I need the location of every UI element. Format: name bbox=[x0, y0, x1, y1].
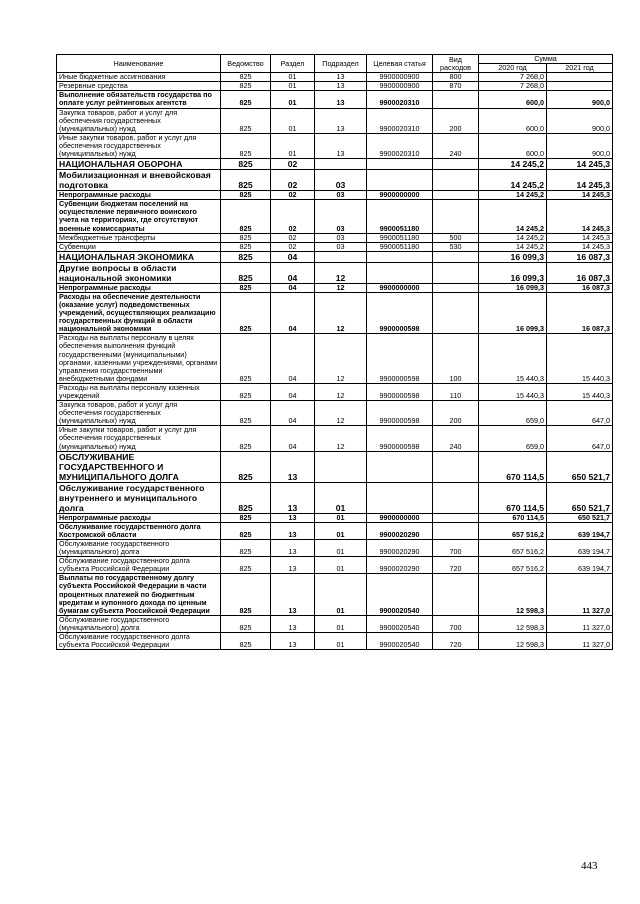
cell-2021: 647,0 bbox=[547, 401, 613, 426]
cell-kind bbox=[433, 283, 479, 292]
cell-2020: 16 099,3 bbox=[479, 262, 547, 283]
cell-name: Резервные средства bbox=[57, 82, 221, 91]
cell-dept: 825 bbox=[221, 632, 271, 649]
cell-subsection: 03 bbox=[315, 242, 367, 251]
cell-kind bbox=[433, 191, 479, 200]
cell-name: Закупка товаров, работ и услуг для обеспечения государственных (муниципальных) нужд bbox=[57, 401, 221, 426]
cell-target: 9900020540 bbox=[367, 632, 433, 649]
cell-section: 01 bbox=[271, 133, 315, 158]
cell-2020: 12 598,3 bbox=[479, 615, 547, 632]
cell-2021: 14 245,3 bbox=[547, 170, 613, 191]
cell-2021: 16 087,3 bbox=[547, 292, 613, 333]
cell-subsection bbox=[315, 251, 367, 262]
cell-kind: 200 bbox=[433, 108, 479, 133]
cell-name: НАЦИОНАЛЬНАЯ ОБОРОНА bbox=[57, 159, 221, 170]
cell-name: Выплаты по государственному долгу субъекта Российской Федерации в части процентных платежей по бюджетным кредитам и купонного дохода по ценным бумагам субъекта Российской Федерации bbox=[57, 574, 221, 615]
cell-section: 01 bbox=[271, 73, 315, 82]
cell-kind: 870 bbox=[433, 82, 479, 91]
cell-subsection: 12 bbox=[315, 292, 367, 333]
cell-kind bbox=[433, 91, 479, 108]
table-row bbox=[57, 557, 613, 574]
table-row bbox=[57, 383, 613, 400]
cell-dept: 825 bbox=[221, 482, 271, 513]
cell-dept: 825 bbox=[221, 242, 271, 251]
cell-name: Закупка товаров, работ и услуг для обеспечения государственных (муниципальных) нужд bbox=[57, 108, 221, 133]
table-row bbox=[57, 539, 613, 556]
cell-2021: 14 245,3 bbox=[547, 191, 613, 200]
cell-section: 13 bbox=[271, 513, 315, 522]
cell-kind: 700 bbox=[433, 539, 479, 556]
cell-target: 9900051180 bbox=[367, 233, 433, 242]
table-row bbox=[57, 242, 613, 251]
cell-section: 13 bbox=[271, 574, 315, 615]
cell-2021: 15 440,3 bbox=[547, 383, 613, 400]
header-name: Наименование bbox=[57, 55, 221, 73]
cell-section: 02 bbox=[271, 233, 315, 242]
cell-kind bbox=[433, 482, 479, 513]
cell-name: Мобилизационная и вневойсковая подготовка bbox=[57, 170, 221, 191]
cell-section: 04 bbox=[271, 426, 315, 451]
cell-dept: 825 bbox=[221, 401, 271, 426]
cell-dept: 825 bbox=[221, 108, 271, 133]
cell-section: 04 bbox=[271, 401, 315, 426]
cell-target bbox=[367, 482, 433, 513]
cell-2020: 14 245,2 bbox=[479, 159, 547, 170]
table-row bbox=[57, 513, 613, 522]
cell-dept: 825 bbox=[221, 522, 271, 539]
cell-subsection: 12 bbox=[315, 262, 367, 283]
cell-2021: 900,0 bbox=[547, 108, 613, 133]
cell-dept: 825 bbox=[221, 383, 271, 400]
cell-2021: 16 087,3 bbox=[547, 251, 613, 262]
cell-target bbox=[367, 159, 433, 170]
cell-kind: 530 bbox=[433, 242, 479, 251]
cell-section: 13 bbox=[271, 482, 315, 513]
cell-dept: 825 bbox=[221, 262, 271, 283]
header-year-2020: 2020 год bbox=[479, 64, 547, 73]
cell-name: Выполнение обязательств государства по оплате услуг рейтинговых агентств bbox=[57, 91, 221, 108]
cell-2020: 7 268,0 bbox=[479, 73, 547, 82]
cell-section: 04 bbox=[271, 251, 315, 262]
cell-target: 9900020540 bbox=[367, 615, 433, 632]
cell-kind bbox=[433, 200, 479, 233]
cell-target: 9900020310 bbox=[367, 91, 433, 108]
cell-subsection: 13 bbox=[315, 91, 367, 108]
cell-2020: 670 114,5 bbox=[479, 451, 547, 482]
header-kind: Вид расходов bbox=[433, 55, 479, 73]
cell-name: Обслуживание государственного долга Костромской области bbox=[57, 522, 221, 539]
cell-target: 9900020310 bbox=[367, 133, 433, 158]
cell-target: 9900000598 bbox=[367, 401, 433, 426]
cell-dept: 825 bbox=[221, 200, 271, 233]
header-section: Раздел bbox=[271, 55, 315, 73]
cell-section: 13 bbox=[271, 522, 315, 539]
cell-kind bbox=[433, 159, 479, 170]
cell-2020: 7 268,0 bbox=[479, 82, 547, 91]
cell-dept: 825 bbox=[221, 334, 271, 384]
cell-2021: 639 194,7 bbox=[547, 557, 613, 574]
page-number: 443 bbox=[581, 860, 598, 872]
cell-dept: 825 bbox=[221, 426, 271, 451]
table-row bbox=[57, 133, 613, 158]
table-row bbox=[57, 522, 613, 539]
cell-target: 9900051180 bbox=[367, 200, 433, 233]
cell-name: Обслуживание государственного внутреннего и муниципального долга bbox=[57, 482, 221, 513]
header-subsection: Подраздел bbox=[315, 55, 367, 73]
cell-dept: 825 bbox=[221, 539, 271, 556]
cell-dept: 825 bbox=[221, 73, 271, 82]
table-body bbox=[57, 73, 613, 650]
header-sum: Сумма bbox=[479, 55, 613, 64]
cell-section: 02 bbox=[271, 200, 315, 233]
cell-target: 9900000598 bbox=[367, 292, 433, 333]
cell-name: Другие вопросы в области национальной экономики bbox=[57, 262, 221, 283]
cell-subsection: 12 bbox=[315, 401, 367, 426]
cell-2021 bbox=[547, 82, 613, 91]
cell-dept: 825 bbox=[221, 191, 271, 200]
cell-kind: 240 bbox=[433, 133, 479, 158]
cell-kind: 240 bbox=[433, 426, 479, 451]
cell-subsection: 12 bbox=[315, 426, 367, 451]
cell-subsection: 03 bbox=[315, 200, 367, 233]
cell-kind: 500 bbox=[433, 233, 479, 242]
cell-name: Обслуживание государственного (муниципального) долга bbox=[57, 539, 221, 556]
cell-name: Обслуживание государственного (муниципального) долга bbox=[57, 615, 221, 632]
cell-dept: 825 bbox=[221, 159, 271, 170]
cell-target: 9900020540 bbox=[367, 574, 433, 615]
cell-subsection bbox=[315, 451, 367, 482]
table-row bbox=[57, 334, 613, 384]
cell-kind: 720 bbox=[433, 632, 479, 649]
cell-section: 02 bbox=[271, 159, 315, 170]
cell-2020: 12 598,3 bbox=[479, 574, 547, 615]
table-row bbox=[57, 401, 613, 426]
cell-dept: 825 bbox=[221, 91, 271, 108]
cell-kind: 700 bbox=[433, 615, 479, 632]
cell-section: 04 bbox=[271, 292, 315, 333]
cell-section: 04 bbox=[271, 334, 315, 384]
cell-subsection: 13 bbox=[315, 108, 367, 133]
cell-2021: 16 087,3 bbox=[547, 262, 613, 283]
budget-table bbox=[56, 54, 613, 650]
cell-2020: 14 245,2 bbox=[479, 233, 547, 242]
table-row bbox=[57, 159, 613, 170]
cell-name: НАЦИОНАЛЬНАЯ ЭКОНОМИКА bbox=[57, 251, 221, 262]
cell-2020: 12 598,3 bbox=[479, 632, 547, 649]
table-row bbox=[57, 482, 613, 513]
cell-section: 01 bbox=[271, 82, 315, 91]
cell-dept: 825 bbox=[221, 292, 271, 333]
cell-dept: 825 bbox=[221, 283, 271, 292]
cell-section: 01 bbox=[271, 108, 315, 133]
cell-name: Обслуживание государственного долга субъекта Российской Федерации bbox=[57, 632, 221, 649]
cell-2020: 15 440,3 bbox=[479, 383, 547, 400]
header-dept: Ведомство bbox=[221, 55, 271, 73]
cell-target bbox=[367, 451, 433, 482]
cell-kind bbox=[433, 522, 479, 539]
cell-name: Межбюджетные трансферты bbox=[57, 233, 221, 242]
table-row bbox=[57, 283, 613, 292]
cell-2021: 15 440,3 bbox=[547, 334, 613, 384]
cell-target: 9900000900 bbox=[367, 82, 433, 91]
cell-kind: 720 bbox=[433, 557, 479, 574]
cell-kind bbox=[433, 451, 479, 482]
cell-subsection: 01 bbox=[315, 482, 367, 513]
cell-dept: 825 bbox=[221, 233, 271, 242]
cell-name: Непрограммные расходы bbox=[57, 191, 221, 200]
cell-2020: 600,0 bbox=[479, 133, 547, 158]
table-row bbox=[57, 615, 613, 632]
cell-section: 13 bbox=[271, 615, 315, 632]
cell-kind bbox=[433, 513, 479, 522]
cell-kind: 100 bbox=[433, 334, 479, 384]
cell-2021: 900,0 bbox=[547, 133, 613, 158]
cell-subsection: 12 bbox=[315, 334, 367, 384]
cell-name: Непрограммные расходы bbox=[57, 513, 221, 522]
cell-2021: 650 521,7 bbox=[547, 451, 613, 482]
cell-target: 9900000000 bbox=[367, 191, 433, 200]
cell-2021: 900,0 bbox=[547, 91, 613, 108]
cell-name: ОБСЛУЖИВАНИЕ ГОСУДАРСТВЕННОГО И МУНИЦИПАЛЬНОГО ДОЛГА bbox=[57, 451, 221, 482]
table-row bbox=[57, 200, 613, 233]
cell-2020: 16 099,3 bbox=[479, 251, 547, 262]
cell-section: 04 bbox=[271, 383, 315, 400]
cell-kind bbox=[433, 262, 479, 283]
cell-target: 9900020290 bbox=[367, 539, 433, 556]
cell-2021: 16 087,3 bbox=[547, 283, 613, 292]
table-row bbox=[57, 451, 613, 482]
cell-name: Иные закупки товаров, работ и услуг для обеспечения государственных (муниципальных) нужд bbox=[57, 133, 221, 158]
table-row bbox=[57, 574, 613, 615]
cell-2021: 650 521,7 bbox=[547, 513, 613, 522]
table-row bbox=[57, 91, 613, 108]
cell-kind: 800 bbox=[433, 73, 479, 82]
cell-name: Расходы на обеспечение деятельности (оказание услуг) подведомственных учреждений, осуществляющих реализацию государственных функций в области национальной экономики bbox=[57, 292, 221, 333]
cell-2021: 14 245,3 bbox=[547, 233, 613, 242]
cell-name: Непрограммные расходы bbox=[57, 283, 221, 292]
cell-name: Расходы на выплаты персоналу в целях обеспечения выполнения функций государственными (муниципальными) органами, казенными учреждениями, органами управления государственными внебюджетными фондами bbox=[57, 334, 221, 384]
cell-2021: 639 194,7 bbox=[547, 539, 613, 556]
cell-target: 9900020290 bbox=[367, 557, 433, 574]
cell-subsection: 03 bbox=[315, 170, 367, 191]
cell-2020: 657 516,2 bbox=[479, 539, 547, 556]
cell-kind: 200 bbox=[433, 401, 479, 426]
cell-name: Иные бюджетные ассигнования bbox=[57, 73, 221, 82]
cell-kind bbox=[433, 251, 479, 262]
cell-section: 02 bbox=[271, 170, 315, 191]
cell-target bbox=[367, 262, 433, 283]
cell-2020: 600,0 bbox=[479, 91, 547, 108]
cell-subsection: 13 bbox=[315, 73, 367, 82]
header-target: Целевая статья bbox=[367, 55, 433, 73]
cell-dept: 825 bbox=[221, 82, 271, 91]
cell-2020: 659,0 bbox=[479, 401, 547, 426]
cell-2021: 650 521,7 bbox=[547, 482, 613, 513]
cell-subsection: 03 bbox=[315, 233, 367, 242]
cell-kind: 110 bbox=[433, 383, 479, 400]
cell-section: 04 bbox=[271, 283, 315, 292]
cell-dept: 825 bbox=[221, 170, 271, 191]
cell-2020: 16 099,3 bbox=[479, 292, 547, 333]
cell-2021: 11 327,0 bbox=[547, 615, 613, 632]
cell-target bbox=[367, 170, 433, 191]
table-row bbox=[57, 632, 613, 649]
cell-2020: 659,0 bbox=[479, 426, 547, 451]
table-row bbox=[57, 251, 613, 262]
cell-2020: 14 245,2 bbox=[479, 170, 547, 191]
cell-section: 13 bbox=[271, 451, 315, 482]
cell-2020: 14 245,2 bbox=[479, 200, 547, 233]
cell-2021: 14 245,3 bbox=[547, 242, 613, 251]
table-row bbox=[57, 292, 613, 333]
cell-section: 02 bbox=[271, 242, 315, 251]
cell-kind bbox=[433, 170, 479, 191]
cell-2020: 600,0 bbox=[479, 108, 547, 133]
cell-name: Иные закупки товаров, работ и услуг для обеспечения государственных (муниципальных) нужд bbox=[57, 426, 221, 451]
cell-target: 9900000598 bbox=[367, 383, 433, 400]
cell-dept: 825 bbox=[221, 574, 271, 615]
cell-2021: 639 194,7 bbox=[547, 522, 613, 539]
cell-subsection: 12 bbox=[315, 383, 367, 400]
cell-section: 01 bbox=[271, 91, 315, 108]
cell-target bbox=[367, 251, 433, 262]
cell-dept: 825 bbox=[221, 451, 271, 482]
cell-target: 9900051180 bbox=[367, 242, 433, 251]
table-header bbox=[57, 55, 613, 73]
cell-target: 9900000900 bbox=[367, 73, 433, 82]
cell-target: 9900020290 bbox=[367, 522, 433, 539]
cell-2021: 14 245,3 bbox=[547, 200, 613, 233]
cell-2020: 657 516,2 bbox=[479, 557, 547, 574]
cell-dept: 825 bbox=[221, 133, 271, 158]
cell-target: 9900000000 bbox=[367, 513, 433, 522]
cell-dept: 825 bbox=[221, 513, 271, 522]
cell-2020: 657 516,2 bbox=[479, 522, 547, 539]
cell-kind bbox=[433, 292, 479, 333]
cell-2020: 670 114,5 bbox=[479, 513, 547, 522]
cell-2020: 14 245,2 bbox=[479, 191, 547, 200]
cell-section: 13 bbox=[271, 632, 315, 649]
cell-section: 04 bbox=[271, 262, 315, 283]
cell-2021: 14 245,3 bbox=[547, 159, 613, 170]
cell-name: Расходы на выплаты персоналу казенных учреждений bbox=[57, 383, 221, 400]
cell-name: Обслуживание государственного долга субъекта Российской Федерации bbox=[57, 557, 221, 574]
cell-name: Субвенции bbox=[57, 242, 221, 251]
table-row bbox=[57, 233, 613, 242]
cell-subsection: 01 bbox=[315, 539, 367, 556]
cell-target: 9900000598 bbox=[367, 334, 433, 384]
cell-subsection: 01 bbox=[315, 557, 367, 574]
cell-subsection: 01 bbox=[315, 522, 367, 539]
cell-target: 9900000000 bbox=[367, 283, 433, 292]
cell-target: 9900020310 bbox=[367, 108, 433, 133]
cell-target: 9900000598 bbox=[367, 426, 433, 451]
table-row bbox=[57, 170, 613, 191]
cell-name: Субвенции бюджетам поселений на осуществление первичного воинского учета на территориях, где отсутствуют военные комиссариаты bbox=[57, 200, 221, 233]
table-row bbox=[57, 262, 613, 283]
header-year-2021: 2021 год bbox=[547, 64, 613, 73]
cell-kind bbox=[433, 574, 479, 615]
cell-dept: 825 bbox=[221, 251, 271, 262]
cell-section: 13 bbox=[271, 557, 315, 574]
cell-subsection bbox=[315, 159, 367, 170]
cell-section: 02 bbox=[271, 191, 315, 200]
cell-dept: 825 bbox=[221, 557, 271, 574]
cell-2020: 670 114,5 bbox=[479, 482, 547, 513]
table-row bbox=[57, 108, 613, 133]
cell-2020: 15 440,3 bbox=[479, 334, 547, 384]
cell-subsection: 13 bbox=[315, 82, 367, 91]
table-row bbox=[57, 426, 613, 451]
cell-2021: 647,0 bbox=[547, 426, 613, 451]
cell-subsection: 13 bbox=[315, 133, 367, 158]
cell-2021 bbox=[547, 73, 613, 82]
cell-subsection: 01 bbox=[315, 615, 367, 632]
cell-2021: 11 327,0 bbox=[547, 574, 613, 615]
cell-subsection: 03 bbox=[315, 191, 367, 200]
cell-2020: 14 245,2 bbox=[479, 242, 547, 251]
cell-subsection: 12 bbox=[315, 283, 367, 292]
cell-section: 13 bbox=[271, 539, 315, 556]
cell-subsection: 01 bbox=[315, 513, 367, 522]
cell-2021: 11 327,0 bbox=[547, 632, 613, 649]
cell-subsection: 01 bbox=[315, 574, 367, 615]
cell-2020: 16 099,3 bbox=[479, 283, 547, 292]
cell-subsection: 01 bbox=[315, 632, 367, 649]
cell-dept: 825 bbox=[221, 615, 271, 632]
